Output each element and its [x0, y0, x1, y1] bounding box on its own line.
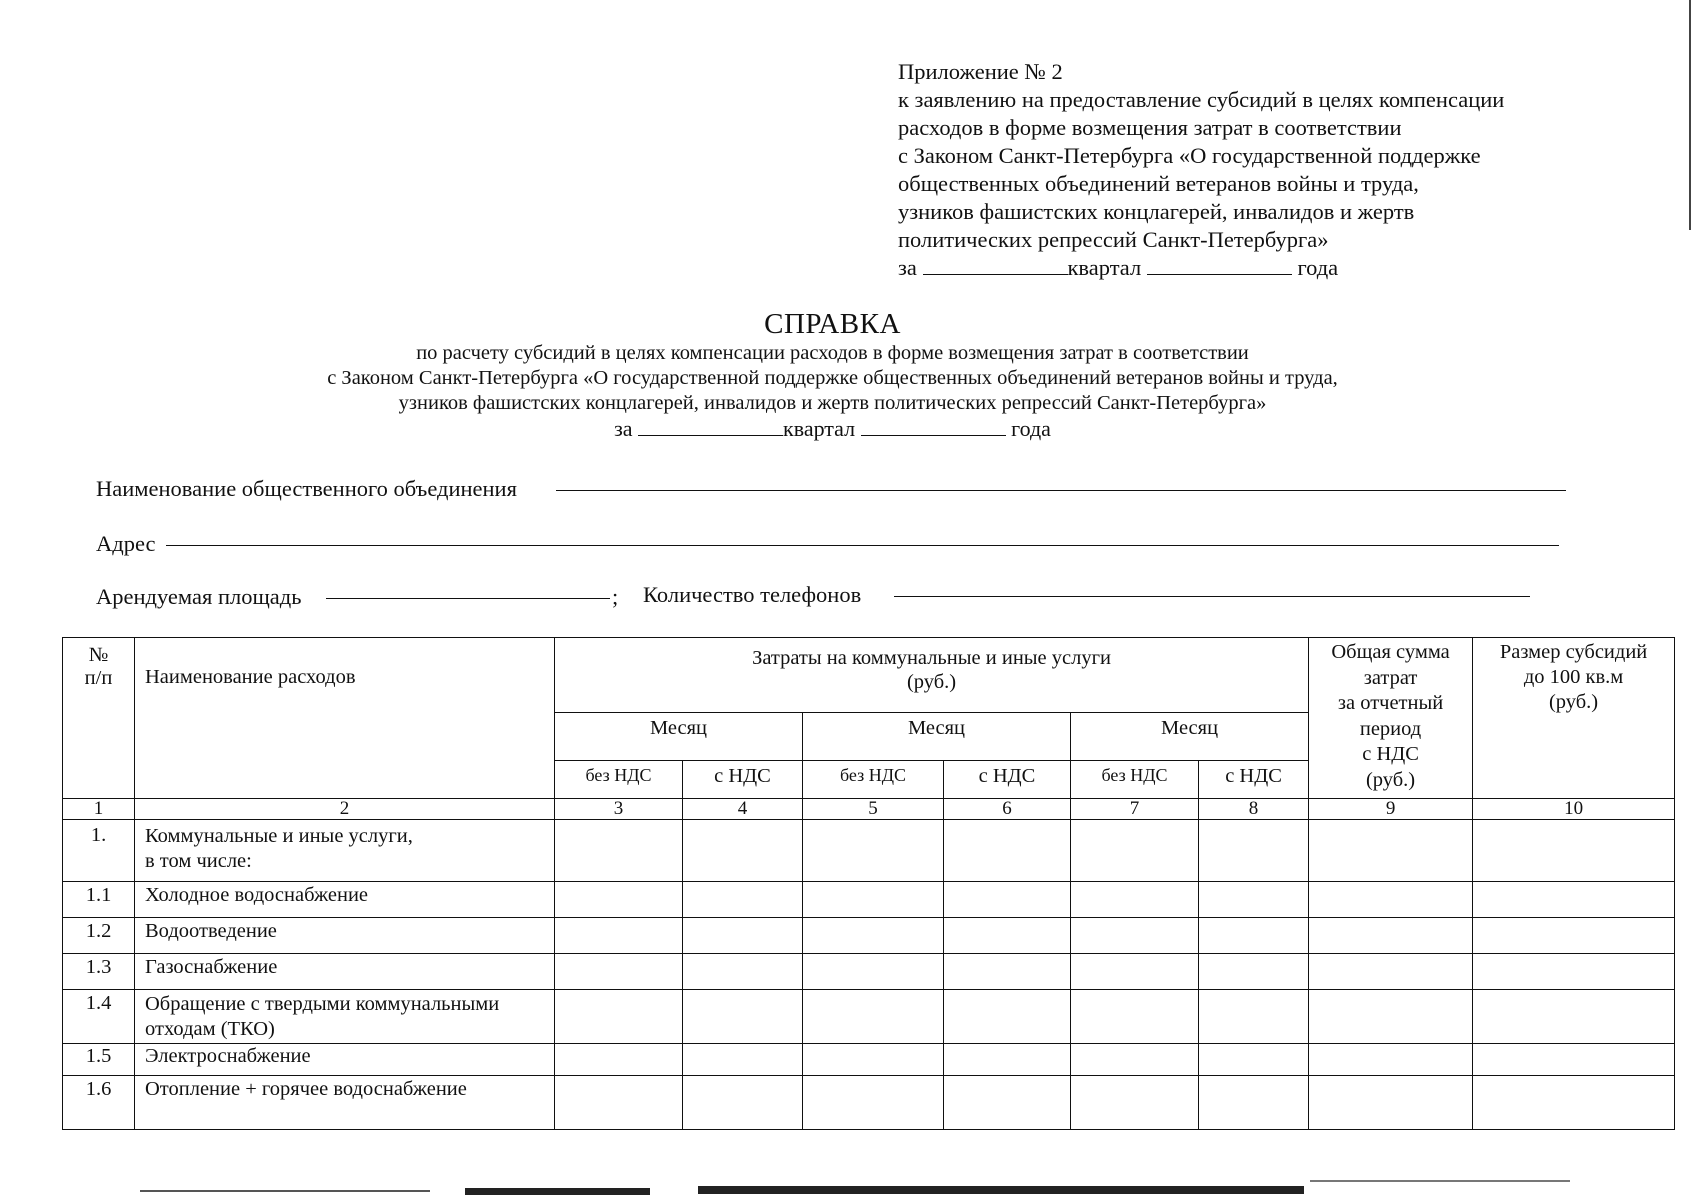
row-name [135, 820, 555, 882]
with-vat-header: с НДС [944, 761, 1071, 799]
row-number: 1. [63, 820, 135, 882]
value-cell[interactable] [1473, 820, 1675, 882]
address-label: Адрес [96, 531, 156, 556]
value-cell[interactable] [555, 990, 683, 1044]
value-cell[interactable] [803, 918, 944, 954]
subsidy-header-line: Размер субсидий [1499, 641, 1648, 663]
value-cell[interactable] [944, 918, 1071, 954]
subtitle-line: узников фашистских концлагерей, инвалидов и жертв политических репрессий Санкт-Петербурга» [398, 392, 1267, 414]
header-period [0, 416, 1665, 441]
row-number: 1.5 [63, 1044, 135, 1076]
value-cell[interactable] [803, 820, 944, 882]
value-cell[interactable] [1309, 820, 1473, 882]
col-num-header-line: № [88, 644, 109, 666]
column-number: 8 [1199, 799, 1309, 820]
value-cell[interactable] [1071, 990, 1199, 1044]
row-name: Газоснабжение [135, 954, 555, 990]
value-cell[interactable] [1199, 882, 1309, 918]
with-vat-header: с НДС [683, 761, 803, 799]
costs-header-line: Затраты на коммунальные и иные услуги [752, 647, 1111, 669]
document-subtitle [0, 341, 1665, 441]
scan-artifact [1310, 1180, 1570, 1182]
row-number: 1.4 [63, 990, 135, 1044]
area-input[interactable] [326, 598, 610, 599]
subsidy-header [1473, 638, 1675, 799]
row-number: 1.2 [63, 918, 135, 954]
column-number: 5 [803, 799, 944, 820]
column-number: 7 [1071, 799, 1199, 820]
row-number: 1.3 [63, 954, 135, 990]
col-num-header [63, 638, 135, 799]
value-cell[interactable] [803, 1044, 944, 1076]
total-header [1309, 638, 1473, 799]
value-cell[interactable] [1071, 918, 1199, 954]
row-name-line: отходам (ТКО) [145, 1018, 275, 1040]
without-vat-header: без НДС [803, 761, 944, 799]
row-number: 1.6 [63, 1076, 135, 1130]
appendix-period [898, 254, 1618, 282]
table-row [63, 1044, 1675, 1076]
value-cell[interactable] [1071, 820, 1199, 882]
total-header-line: за отчетный [1337, 692, 1444, 714]
value-cell[interactable] [803, 1076, 944, 1130]
month-2-header: Месяц [803, 713, 1071, 761]
value-cell[interactable] [1473, 882, 1675, 918]
without-vat-header: без НДС [1071, 761, 1199, 799]
appendix-line: к заявлению на предоставление субсидий в целях компенсации [898, 87, 1505, 112]
value-cell[interactable] [1473, 1044, 1675, 1076]
value-cell[interactable] [944, 882, 1071, 918]
value-cell[interactable] [803, 954, 944, 990]
month-3-header: Месяц [1071, 713, 1309, 761]
value-cell[interactable] [1473, 954, 1675, 990]
row-name: Отопление + горячее водоснабжение [135, 1076, 555, 1130]
value-cell[interactable] [555, 820, 683, 882]
month-1-header: Месяц [555, 713, 803, 761]
value-cell[interactable] [555, 1044, 683, 1076]
area-label: Арендуемая площадь [96, 584, 302, 609]
total-header-line: (руб.) [1365, 768, 1416, 791]
subtitle-line: с Законом Санкт-Петербурга «О государственной поддержке общественных объединений ветеранов войны и труда, [327, 367, 1338, 389]
table-row [63, 918, 1675, 954]
subtitle-line: по расчету субсидий в целях компенсации расходов в форме возмещения затрат в соответствии [416, 342, 1249, 364]
value-cell[interactable] [1309, 918, 1473, 954]
costs-header-line: (руб.) [906, 671, 957, 693]
total-header-line: период [1359, 717, 1422, 740]
value-cell[interactable] [944, 1076, 1071, 1130]
row-name [135, 990, 555, 1044]
value-cell[interactable] [803, 990, 944, 1044]
value-cell[interactable] [1309, 1044, 1473, 1076]
value-cell[interactable] [1473, 918, 1675, 954]
value-cell[interactable] [683, 820, 803, 882]
column-number: 6 [944, 799, 1071, 820]
appendix-line: политических репрессий Санкт-Петербурга» [898, 227, 1329, 252]
column-number: 4 [683, 799, 803, 820]
year-blank[interactable] [1147, 256, 1292, 275]
value-cell[interactable] [1199, 1076, 1309, 1130]
area-field [96, 584, 302, 610]
row-name-line: в том числе: [145, 850, 252, 872]
header-row-1 [63, 638, 1675, 713]
scan-artifact [465, 1188, 650, 1195]
column-number: 2 [135, 799, 555, 820]
total-header-line: с НДС [1362, 743, 1419, 765]
subsidy-header-line: до 100 кв.м [1523, 666, 1624, 688]
address-field [96, 531, 155, 557]
expenses-table [62, 637, 1675, 1130]
area-separator: ; [612, 584, 619, 609]
value-cell[interactable] [944, 1044, 1071, 1076]
row-name: Холодное водоснабжение [135, 882, 555, 918]
phones-field [643, 582, 861, 608]
appendix-line: узников фашистских концлагерей, инвалидов и жертв [898, 199, 1415, 224]
value-cell[interactable] [683, 1044, 803, 1076]
row-name: Электроснабжение [135, 1044, 555, 1076]
with-vat-header: с НДС [1199, 761, 1309, 799]
address-input[interactable] [166, 545, 1559, 546]
appendix-block [898, 58, 1618, 282]
appendix-line: общественных объединений ветеранов войны и труда, [898, 171, 1419, 196]
value-cell[interactable] [803, 882, 944, 918]
appendix-title: Приложение № 2 [898, 59, 1063, 84]
scan-artifact [1689, 0, 1691, 230]
table-row [63, 820, 1675, 882]
value-cell[interactable] [683, 918, 803, 954]
appendix-line: расходов в форме возмещения затрат в соответствии [898, 115, 1402, 140]
col-num-header-line: п/п [84, 667, 113, 689]
value-cell[interactable] [1309, 1076, 1473, 1130]
org-name-input[interactable] [556, 490, 1566, 491]
column-number: 1 [63, 799, 135, 820]
document-title: СПРАВКА [764, 308, 901, 340]
value-cell[interactable] [1071, 882, 1199, 918]
col-name-header: Наименование расходов [135, 638, 555, 799]
period-year-label: года [1011, 416, 1051, 441]
value-cell[interactable] [1071, 1044, 1199, 1076]
scan-artifact [698, 1186, 1304, 1194]
column-number: 10 [1473, 799, 1675, 820]
row-number: 1.1 [63, 882, 135, 918]
table-row [63, 1076, 1675, 1130]
value-cell[interactable] [944, 990, 1071, 1044]
value-cell[interactable] [1199, 820, 1309, 882]
value-cell[interactable] [1473, 990, 1675, 1044]
column-number: 9 [1309, 799, 1473, 820]
costs-header [555, 638, 1309, 713]
phones-input[interactable] [894, 596, 1530, 597]
value-cell[interactable] [1309, 954, 1473, 990]
row-name: Водоотведение [135, 918, 555, 954]
value-cell[interactable] [944, 820, 1071, 882]
value-cell[interactable] [555, 918, 683, 954]
row-name-line: Обращение с твердыми коммунальными [145, 993, 500, 1015]
value-cell[interactable] [1199, 954, 1309, 990]
value-cell[interactable] [683, 1076, 803, 1130]
scan-artifact [140, 1190, 430, 1192]
value-cell[interactable] [1199, 990, 1309, 1044]
value-cell[interactable] [944, 954, 1071, 990]
value-cell[interactable] [1473, 1076, 1675, 1130]
value-cell[interactable] [555, 882, 683, 918]
without-vat-header: без НДС [555, 761, 683, 799]
quarter-blank[interactable] [638, 417, 783, 436]
org-name-field [96, 476, 517, 502]
table-row [63, 882, 1675, 918]
period-prefix: за [898, 255, 917, 280]
value-cell[interactable] [1309, 882, 1473, 918]
year-blank[interactable] [861, 417, 1006, 436]
quarter-blank[interactable] [923, 256, 1068, 275]
value-cell[interactable] [683, 882, 803, 918]
value-cell[interactable] [683, 954, 803, 990]
column-number-row [63, 799, 1675, 820]
value-cell[interactable] [1199, 1044, 1309, 1076]
total-header-line: затрат [1363, 666, 1418, 689]
row-name-line: Коммунальные и иные услуги, [145, 825, 413, 847]
total-header-line: Общая сумма [1331, 641, 1450, 663]
subsidy-header-line: (руб.) [1548, 691, 1599, 713]
period-quarter-label: квартал [783, 416, 856, 441]
table-row [63, 954, 1675, 990]
org-name-label: Наименование общественного объединения [96, 476, 517, 501]
value-cell[interactable] [555, 954, 683, 990]
appendix-line: с Законом Санкт-Петербурга «О государственной поддержке [898, 143, 1481, 168]
phones-label: Количество телефонов [643, 582, 862, 607]
value-cell[interactable] [1071, 954, 1199, 990]
period-year-label: года [1297, 255, 1339, 280]
value-cell[interactable] [1199, 918, 1309, 954]
period-prefix: за [614, 416, 633, 441]
value-cell[interactable] [555, 1076, 683, 1130]
table-row [63, 990, 1675, 1044]
value-cell[interactable] [683, 990, 803, 1044]
value-cell[interactable] [1071, 1076, 1199, 1130]
column-number: 3 [555, 799, 683, 820]
period-quarter-label: квартал [1067, 255, 1142, 280]
value-cell[interactable] [1309, 990, 1473, 1044]
